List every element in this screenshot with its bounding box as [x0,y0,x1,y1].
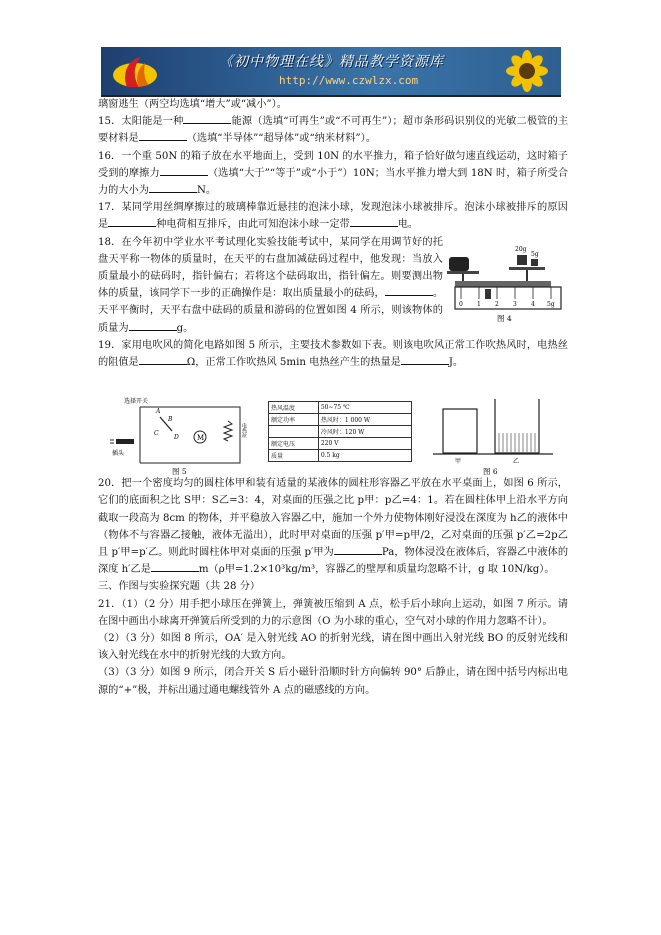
svg-text:D: D [174,434,179,441]
weight-20g [517,255,527,265]
liquid-hatch [499,433,535,453]
weight-5g-label: 5g [531,251,539,258]
q18-text-c: g。 [176,322,194,334]
figure-6-caption: 图 6 [483,467,498,475]
table-row: 热风温度 50~75 ℃ [269,402,412,414]
q17-text-a: 17．某同学用丝绸摩擦过的玻璃棒靠近悬挂的泡沫小球，发现泡沫小球被排斥。泡沫小球被排斥的原因是 [98,202,568,231]
q19-text-b: Ω，正常工作吹热风 5min 电热丝产生的热量是 [186,357,401,369]
question-21-part1: 21．（1）（2 分）用手把小球压在弹簧上，弹簧被压缩到 A 点，松手后小球向上运动，如图 7 所示。请在图中画出小球离开弹簧后所受到的力的示意图（O 为小球的重心，空气对小球的作用力忽略不计）。 [98,598,568,627]
svg-text:B: B [168,416,173,423]
table-row: 质量 0.5 kg [269,450,412,462]
svg-text:4: 4 [531,301,535,308]
q17-blank-1[interactable] [108,216,156,227]
q17-text-b: 种电荷相互排斥，由此可知泡沫小球一定带 [156,219,350,231]
svg-text:C: C [154,430,159,437]
q15-text-c: （选填“半导体”“超导体”或“纳米材料”）。 [186,133,376,145]
site-logo-icon [111,53,159,91]
svg-text:0: 0 [459,301,463,308]
q15-text-b: 能源（选填“可再生”或“不可再生”）；超市条形码识别仪的光敏二极管的主要材料是 [98,116,569,145]
switch-label: 选择开关 [124,398,149,405]
hairdryer-spec-table [268,401,412,462]
q19-text-c: J。 [448,357,464,369]
scale-ticks [461,287,551,299]
question-15 [98,113,568,147]
q17-text-c: 电。 [397,219,419,231]
q19-blank-1[interactable] [139,354,187,365]
q20-blank-1[interactable] [334,544,382,555]
q15-text-a: 15．太阳能是一种 [98,116,184,128]
q16-text-c: N。 [196,185,217,197]
svg-text:3: 3 [513,301,517,308]
weight-5g [531,259,538,266]
weight-20g-label: 20g [515,246,527,253]
plug-icon [116,439,134,444]
section-3-heading: 三、作图与实验探究题（共 28 分） [98,581,261,593]
q15-blank-1[interactable] [183,113,231,124]
scale-labels [459,301,555,308]
q20-text-c: m（ρ甲=1.2×10³kg/m³，容器乙的壁厚和质量均忽略不计，g 取 10N/kg）。 [198,564,555,576]
q20-text-a: 20．把一个密度均匀的圆柱体甲和装有适量的某液体的圆柱形容器乙平放在水平桌面上，如图 6 所示，它们的底面积之比 S甲：S乙=3：4，对桌面的压强之比 p甲：p乙=4：1。若在圆柱体甲上沿水平方向截取一段高为 8cm 的物体，并平稳放入容器乙中，施加一个外力使物体刚好浸没在深度为 h乙的液体中（物体不与容器乙接触，液体无溢出），此时甲对桌面的压强 p′甲=p甲/2，乙对桌面的压强 p′乙=2p乙且 p′甲=p′乙。则此时圆柱体甲对桌面的压强 p′甲为 [98,478,568,559]
plug-label: 插头 [112,450,125,457]
svg-text:1: 1 [477,301,481,308]
container-b-label: 乙 [513,458,520,465]
q18-text-b: 。天平平衡时，天平右盘中砝码的质量和游码的位置如图 4 所示，则该物体的质量为 [98,288,444,334]
svg-text:M: M [197,434,205,442]
object-on-pan [449,257,469,271]
question-16 [98,148,568,200]
q16-blank-1[interactable] [160,165,208,176]
rider [485,289,491,299]
svg-text:2: 2 [495,301,499,308]
figure-4-balance [447,243,564,325]
question-17 [98,199,568,233]
figure-5-caption: 图 5 [172,467,187,475]
figure-5-circuit [110,393,254,475]
heater-coil [224,421,232,441]
question-19 [98,337,568,371]
q19-blank-2[interactable] [401,354,449,365]
q19-text-a: 19．家用电吹风的简化电路如图 5 所示，主要技术参数如下表。则该电吹风正常工作吹热风时，电热丝的阻值是 [98,339,568,369]
q20-blank-2[interactable] [151,561,199,572]
q16-blank-2[interactable] [149,182,197,193]
question-21-part3: （3）（3 分）如图 9 所示，闭合开关 S 后小磁针沿顺时针方向偏转 90° 后静止，请在图中括号内标出电源的“+”极，并标出通过通电螺线管外 A 点的磁感线的方向。 [98,667,568,696]
table-row: 额定功率 热风时：1 000 W [269,414,412,426]
scale-bar [455,287,561,309]
cylinder-a [443,409,477,453]
q17-blank-2[interactable] [350,216,398,227]
q20-text-b: Pa，物体浸没在液体后，容器乙中液体的深度 h′乙是 [98,547,569,576]
figure-row [98,393,568,491]
q15-blank-2[interactable] [139,130,187,141]
line-cont: 璃窗逃生（两空均选填“增大”或“减小”）。 [98,99,287,110]
header-banner [101,47,561,97]
question-18 [98,234,443,337]
sunflower-icon [499,49,555,93]
container-b [495,399,539,453]
q18-blank-2[interactable] [129,320,177,331]
question-21-part2: （2）（3 分）如图 8 所示，OA′ 是入射光线 AO 的折射光线，请在图中画出入射光线 BO 的反射光线和该入射光线在水中的折射光线的大致方向。 [98,633,568,662]
figure-4-caption: 图 4 [497,314,512,323]
figure-6-cylinders [433,393,559,475]
header-url[interactable]: http://www.czwlzx.com [279,74,419,87]
svg-text:A: A [156,408,161,415]
heater-label: 电热丝 [241,423,247,438]
q16-text-a: 16．一个重 50N 的箱子放在水平地面上，受到 10N 的水平推力，箱子恰好做匀速直线运动，这时箱子受到的摩擦力 [98,150,568,179]
q18-blank-1[interactable] [385,285,433,296]
header-title: 《初中物理在线》精品教学资源库 [219,54,444,70]
cylinder-a-label: 甲 [455,458,462,465]
table-row: 额定电压 220 V [269,438,412,450]
table-row: 冷风时：120 W [269,426,412,438]
q16-text-b: （选填“大于”“等于”或“小于”）10N；当水平推力增大到 18N 时，箱子所受合力的大小为 [98,167,568,197]
svg-text:5g: 5g [547,301,555,308]
q18-text-a: 18．在今年初中学业水平考试理化实验技能考试中，某同学在用调节好的托盘天平称一物体的质量时，在天平的右盘加减砝码过程中，他发现：当放入质量最小的砝码时，指针偏右；若将这个砝码取出，指针偏左。则要测出物体的质量，该同学下一步的正确操作是：取出质量最小的砝码， [98,236,443,300]
